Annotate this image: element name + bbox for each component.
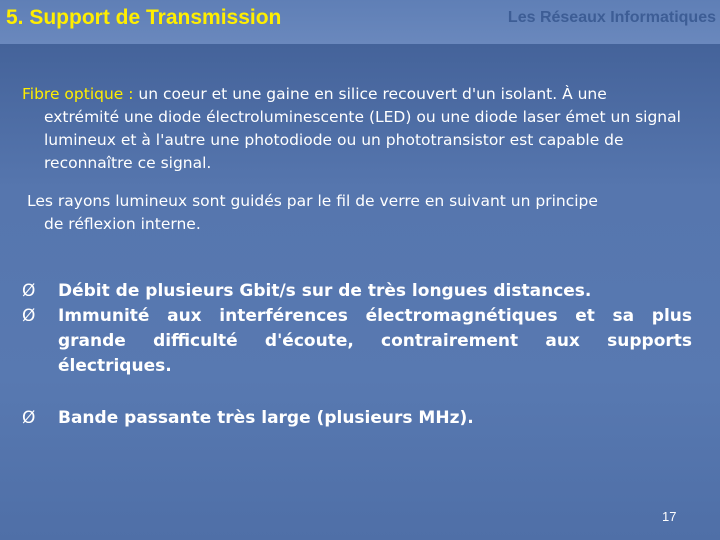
course-subtitle: Les Réseaux Informatiques [507, 9, 716, 26]
arrow-bullet-icon: Ø [22, 281, 36, 301]
arrow-bullet-icon: Ø [22, 408, 36, 428]
arrow-bullet-icon: Ø [22, 306, 36, 326]
fibre-optique-paragraph [22, 83, 700, 175]
list-item-text: Bande passante très large (plusieurs MHz). [58, 408, 474, 428]
list-item-text: Immunité aux interférences électromagnétiques et sa plus grande difficulté d'écoute, contrairement aux supports électriques. [58, 306, 692, 376]
list-item [22, 279, 692, 304]
guided-rays-rest: de réflexion interne. [44, 215, 201, 233]
fibre-optique-rest: extrémité une diode électroluminescente (LED) ou une diode laser émet un signal lumineux et à l'autre une photodiode ou un phototransistor est capable de reconnaître ce signal. [44, 108, 681, 172]
list-item [22, 406, 692, 431]
list-item-text: Débit de plusieurs Gbit/s sur de très longues distances. [58, 281, 592, 301]
advantages-list [22, 279, 692, 431]
guided-rays-paragraph [27, 190, 707, 236]
fibre-optique-line1: un coeur et une gaine en silice recouvert d'un isolant. À une [133, 85, 607, 103]
slide-title: 5. Support de Transmission [6, 6, 282, 29]
title-bar [0, 0, 720, 44]
list-item [22, 304, 692, 379]
fibre-optique-term: Fibre optique : [22, 85, 134, 103]
page-number: 17 [662, 509, 677, 524]
guided-rays-line1: Les rayons lumineux sont guidés par le fil de verre en suivant un principe [27, 192, 598, 210]
